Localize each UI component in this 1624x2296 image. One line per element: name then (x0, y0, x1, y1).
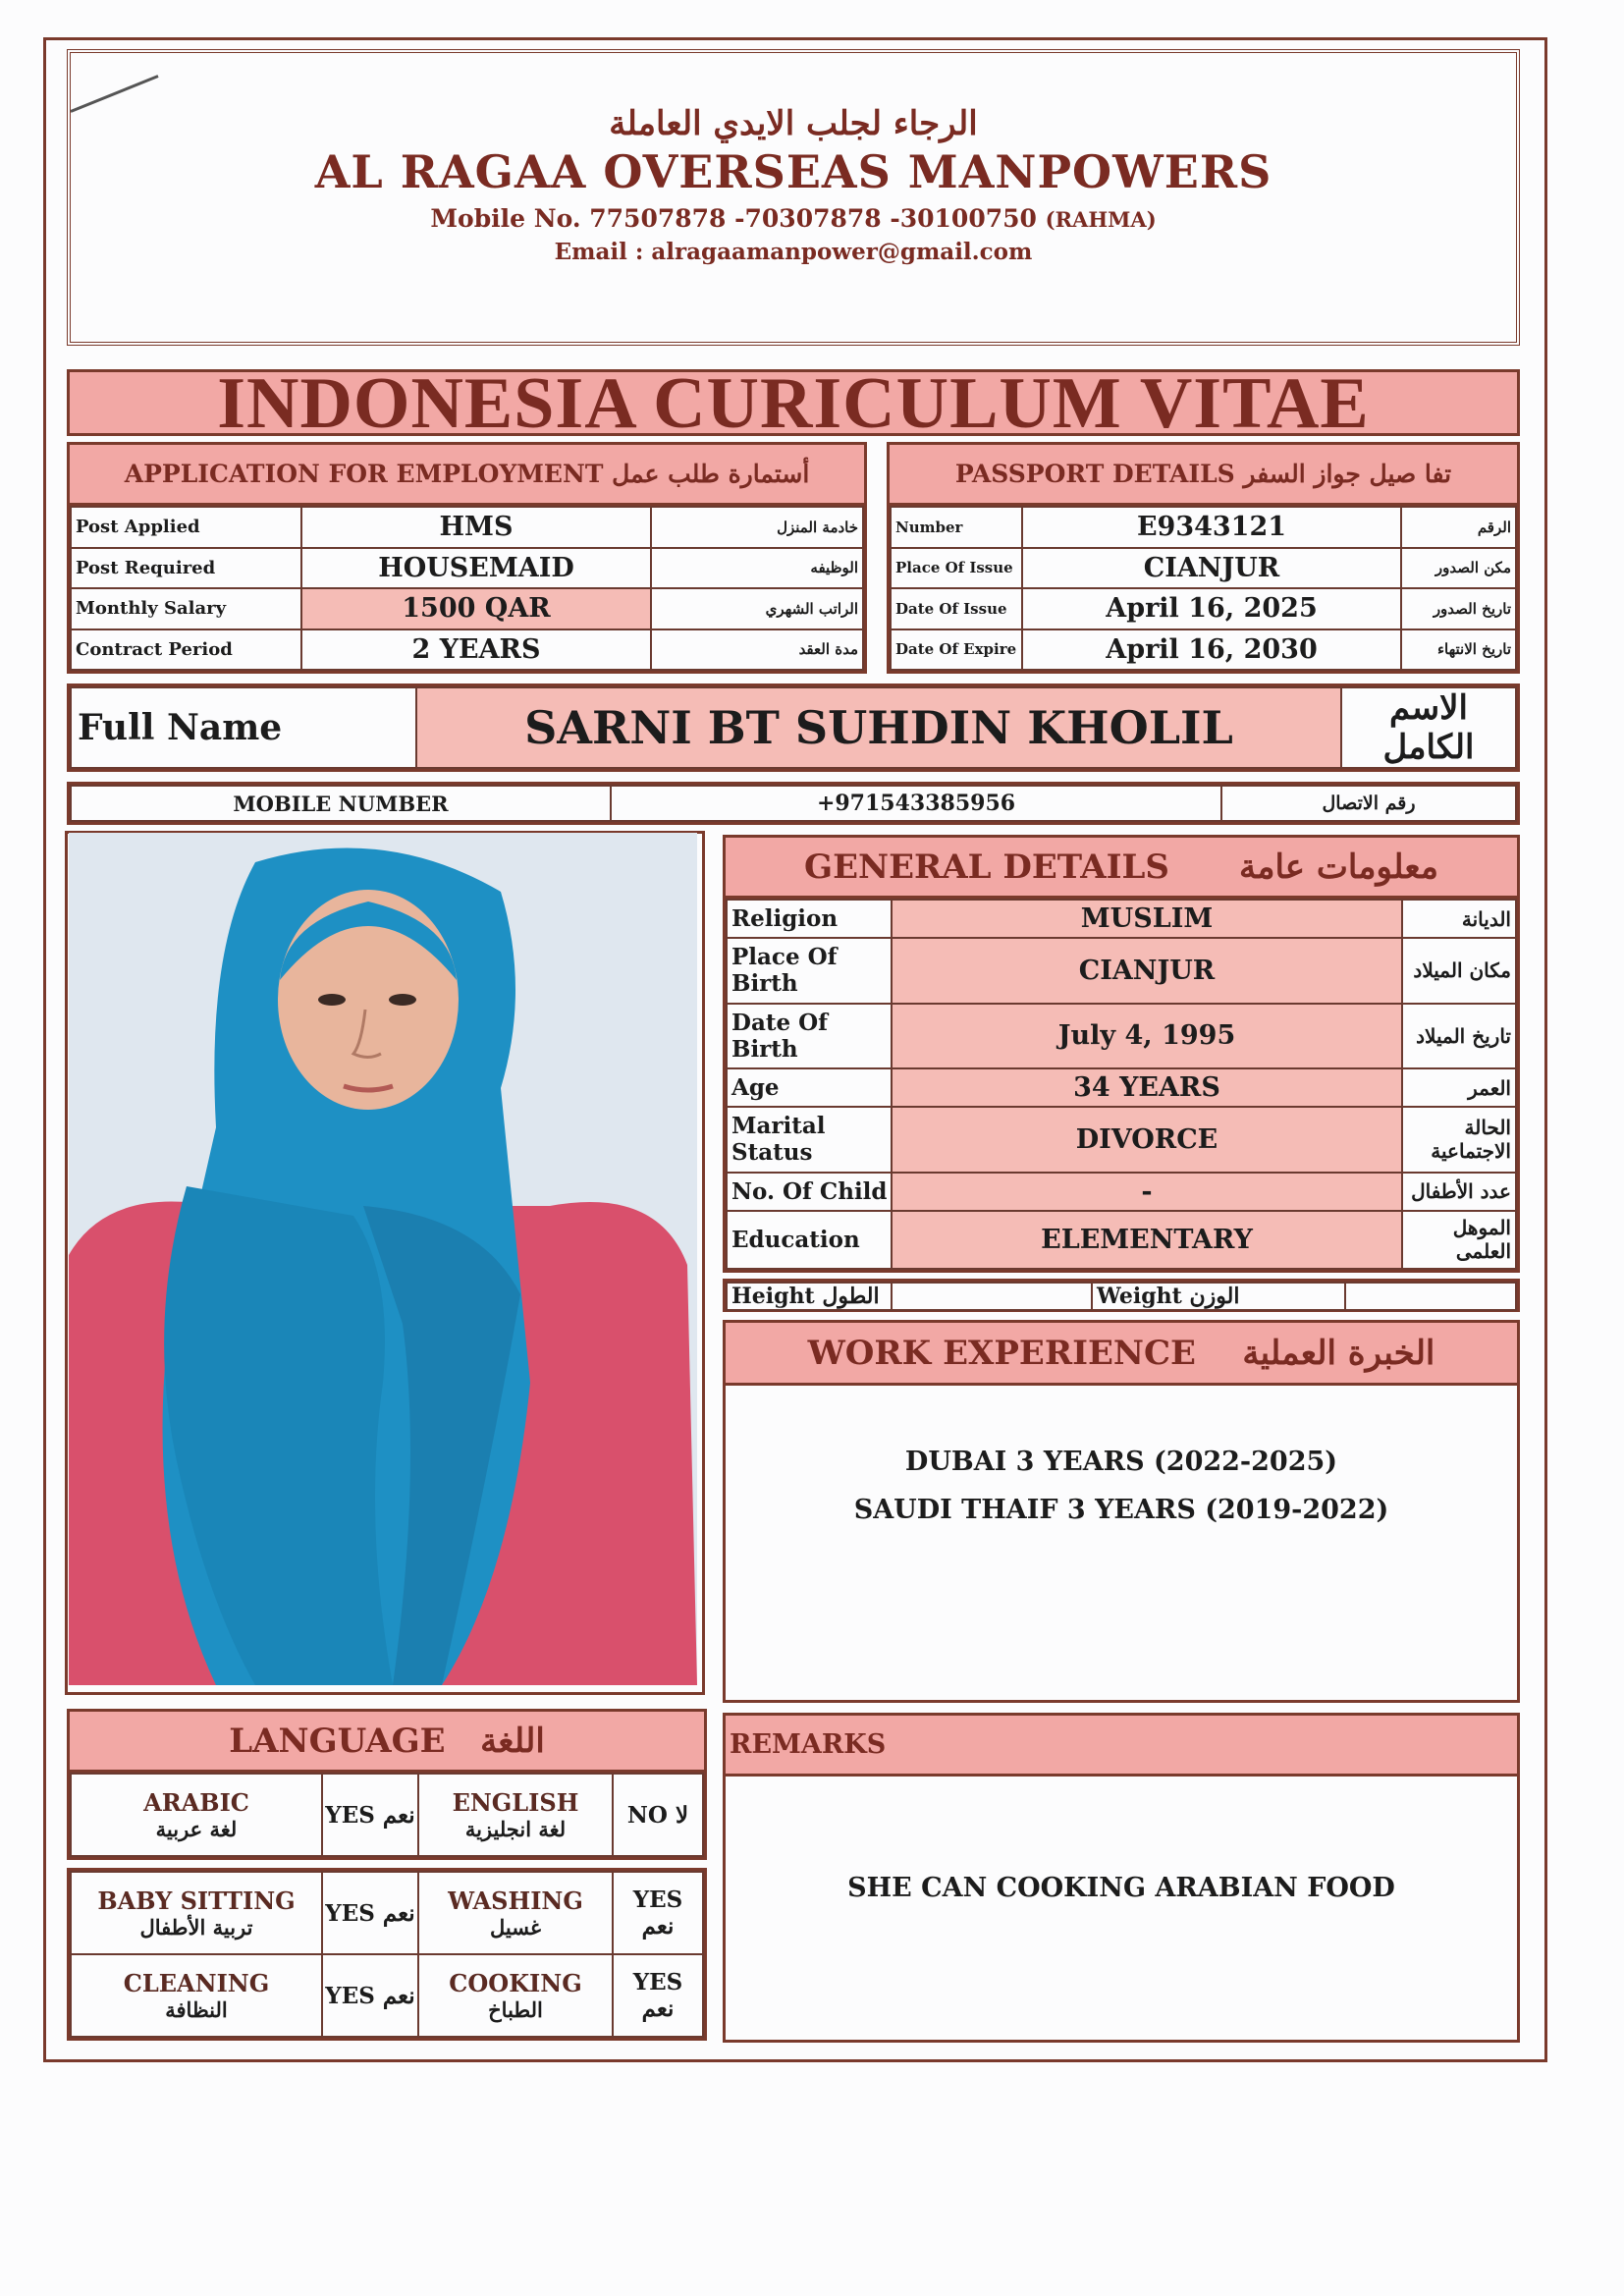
agency-mobile-numbers: Mobile No. 77507878 -70307878 -30100750 (430, 204, 1037, 233)
general-row-arabic: مكان الميلاد (1402, 938, 1516, 1003)
mobile-label: MOBILE NUMBER (71, 786, 611, 821)
general-row-arabic: الديانة (1402, 900, 1516, 938)
passport-row (891, 507, 1516, 548)
application-row-value: HOUSEMAID (301, 548, 651, 589)
language-arabic-ar: لغة عربية (155, 1817, 238, 1841)
general-row (727, 1107, 1516, 1172)
passport-row-arabic: مكن الصدور (1401, 548, 1516, 589)
general-row-arabic: العمر (1402, 1068, 1516, 1107)
agency-header (67, 49, 1520, 346)
passport-row-label: Date Of Expire (891, 629, 1022, 671)
skill-cleaning-answer: YES نعم (322, 1954, 418, 2037)
full-name-value: SARNI BT SUHDIN KHOLIL (416, 687, 1341, 768)
general-row-label: Marital Status (727, 1107, 892, 1172)
general-row-label: Age (727, 1068, 892, 1107)
language-english-ar: لغة انجليزية (464, 1817, 567, 1841)
application-row-arabic: الراتب الشهري (651, 588, 863, 629)
skill-baby-sitting-answer: YES نعم (322, 1872, 418, 1954)
general-row-label: Date Of Birth (727, 1004, 892, 1068)
passport-row-arabic: تاريخ الصدور (1401, 588, 1516, 629)
remarks-section (723, 1713, 1520, 2043)
skill-cooking-en: COOKING (449, 1969, 582, 1997)
mobile-arabic: رقم الاتصال (1221, 786, 1516, 821)
application-row-label: Post Applied (71, 507, 301, 548)
general-row-value: 34 YEARS (892, 1068, 1402, 1107)
passport-row-value: CIANJUR (1022, 548, 1401, 589)
cv-title: INDONESIA CURICULUM VITAE (217, 369, 1370, 436)
language-english-answer: NO لا (613, 1774, 703, 1856)
applicant-photo-illustration (69, 833, 697, 1685)
work-experience-heading (726, 1323, 1517, 1386)
general-row-value: - (892, 1173, 1402, 1211)
general-row-arabic: الحالة الاجتماعية (1402, 1107, 1516, 1172)
general-details-heading (726, 838, 1517, 899)
application-row-arabic: مدة العقد (651, 629, 863, 671)
skill-cooking-answer: YES نعم (613, 1954, 703, 2037)
skill-cleaning-ar: النظافة (165, 1997, 228, 2022)
skill-cooking (418, 1954, 613, 2037)
cv-title-banner (67, 369, 1520, 436)
passport-section (887, 442, 1520, 674)
application-row-value: 1500 QAR (301, 588, 651, 629)
language-section (67, 1709, 707, 1860)
application-row-value: 2 YEARS (301, 629, 651, 671)
language-heading-en: LANGUAGE (229, 1722, 446, 1761)
skill-baby-sitting-ar: تربية الأطفال (139, 1915, 253, 1940)
work-experience-item: SAUDI THAIF 3 YEARS (2019-2022) (853, 1495, 1389, 1525)
application-row-label: Contract Period (71, 629, 301, 671)
skill-washing-en: WASHING (448, 1886, 583, 1915)
passport-row-value: E9343121 (1022, 507, 1401, 548)
passport-row-label: Number (891, 507, 1022, 548)
general-row (727, 1004, 1516, 1068)
general-row-value: MUSLIM (892, 900, 1402, 938)
general-row-value: ELEMENTARY (892, 1211, 1402, 1269)
general-details-section (723, 835, 1520, 1273)
general-row-label: Place Of Birth (727, 938, 892, 1003)
passport-row (891, 629, 1516, 671)
general-row-value: July 4, 1995 (892, 1004, 1402, 1068)
full-name-label: Full Name (71, 687, 416, 768)
passport-row-label: Place Of Issue (891, 548, 1022, 589)
general-row (727, 1068, 1516, 1107)
general-row (727, 938, 1516, 1003)
skill-washing-ar: غسيل (490, 1915, 541, 1940)
mobile-row (67, 782, 1520, 825)
full-name-row (67, 683, 1520, 772)
height-weight-row (723, 1279, 1520, 1312)
applicant-photo (69, 833, 697, 1685)
skills-section (67, 1868, 707, 2041)
mobile-value: +971543385956 (611, 786, 1221, 821)
application-row (71, 548, 863, 589)
language-heading-ar: اللغة (480, 1722, 545, 1761)
work-heading-en: WORK EXPERIENCE (807, 1334, 1196, 1373)
application-row (71, 629, 863, 671)
general-row (727, 1211, 1516, 1269)
general-row-label: Religion (727, 900, 892, 938)
remarks-heading: REMARKS (726, 1716, 1517, 1777)
work-experience-section (723, 1320, 1520, 1703)
language-arabic-answer: YES نعم (322, 1774, 418, 1856)
application-table (70, 506, 864, 671)
general-row (727, 900, 1516, 938)
skill-baby-sitting-en: BABY SITTING (97, 1886, 296, 1915)
agency-name: AL RAGAA OVERSEAS MANPOWERS (314, 145, 1272, 198)
general-heading-en: GENERAL DETAILS (804, 847, 1169, 887)
skill-cooking-ar: الطباخ (488, 1997, 543, 2022)
language-heading (70, 1712, 704, 1773)
work-experience-list (726, 1386, 1517, 1525)
general-row (727, 1173, 1516, 1211)
passport-heading: PASSPORT DETAILS تفا صيل جواز السفر (890, 445, 1517, 506)
general-row-arabic: تاريخ الميلاد (1402, 1004, 1516, 1068)
application-row (71, 507, 863, 548)
height-value (892, 1283, 1092, 1310)
application-row-arabic: الوظيفه (651, 548, 863, 589)
general-row-label: Education (727, 1211, 892, 1269)
passport-row (891, 548, 1516, 589)
skills-table (70, 1871, 704, 2038)
agency-mobile-tag: (RAHMA) (1045, 207, 1157, 232)
application-row-label: Post Required (71, 548, 301, 589)
skill-washing (418, 1872, 613, 1954)
agency-mobile (71, 204, 1516, 233)
weight-label: Weight الوزن (1092, 1283, 1345, 1310)
skill-cleaning (71, 1954, 322, 2037)
work-heading-ar: الخبرة العملية (1242, 1334, 1435, 1373)
skill-washing-answer: YES نعم (613, 1872, 703, 1954)
application-row-label: Monthly Salary (71, 588, 301, 629)
agency-arabic-name: الرجاء لجلب الايدي العاملة (609, 104, 978, 143)
application-heading: APPLICATION FOR EMPLOYMENT أستمارة طلب عمل (70, 445, 864, 506)
general-row-value: DIVORCE (892, 1107, 1402, 1172)
application-row-arabic: خادمة المنزل (651, 507, 863, 548)
application-row-value: HMS (301, 507, 651, 548)
skill-baby-sitting (71, 1872, 322, 1954)
general-details-table (726, 899, 1517, 1270)
general-row-arabic: عدد الأطفال (1402, 1173, 1516, 1211)
language-english-en: ENGLISH (452, 1788, 579, 1817)
passport-row-arabic: تاريخ الانتهاء (1401, 629, 1516, 671)
general-row-arabic: الموهل العلمى (1402, 1211, 1516, 1269)
passport-row-arabic: الرقم (1401, 507, 1516, 548)
language-table (70, 1773, 704, 1857)
language-english-cell (418, 1774, 613, 1856)
weight-value (1345, 1283, 1516, 1310)
passport-row (891, 588, 1516, 629)
general-heading-ar: معلومات عامة (1239, 847, 1438, 887)
skill-cleaning-en: CLEANING (123, 1969, 270, 1997)
passport-row-value: April 16, 2025 (1022, 588, 1401, 629)
general-row-value: CIANJUR (892, 938, 1402, 1003)
work-experience-item: DUBAI 3 YEARS (2022-2025) (904, 1447, 1338, 1477)
application-section (67, 442, 867, 674)
full-name-arabic: الاسم الكامل (1341, 687, 1516, 768)
passport-row-value: April 16, 2030 (1022, 629, 1401, 671)
height-label: Height الطول (727, 1283, 892, 1310)
application-row (71, 588, 863, 629)
language-arabic-en: ARABIC (143, 1788, 249, 1817)
passport-row-label: Date Of Issue (891, 588, 1022, 629)
passport-table (890, 506, 1517, 671)
language-arabic-cell (71, 1774, 322, 1856)
agency-email: Email : alragaamanpower@gmail.com (554, 239, 1033, 265)
general-row-label: No. Of Child (727, 1173, 892, 1211)
remarks-text: SHE CAN COOKING ARABIAN FOOD (847, 1873, 1395, 1903)
